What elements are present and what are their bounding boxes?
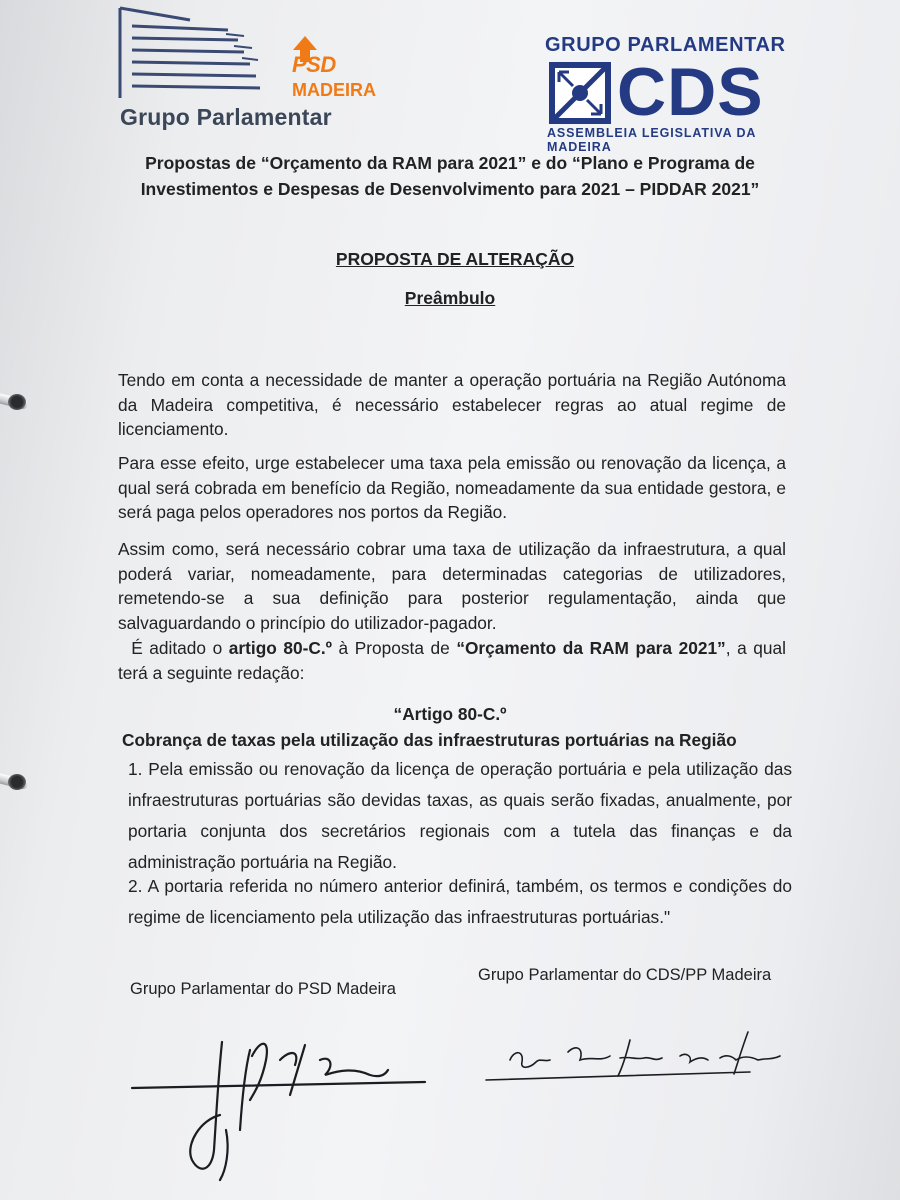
cds-logo <box>545 34 795 154</box>
signature-label-cds: Grupo Parlamentar do CDS/PP Madeira <box>478 966 772 984</box>
cds-emblem-icon <box>549 62 611 124</box>
binder-ring <box>0 390 36 412</box>
article-clause: 2. A portaria referida no número anterior definirá, também, os termos e condições do regime de licenciamento pela utilização das infraestruturas portuárias." <box>128 876 792 927</box>
budget-reference: “Orçamento da RAM para 2021” <box>456 638 726 658</box>
psd-group-label: Grupo Parlamentar <box>120 104 332 130</box>
article-clause: 1. Pela emissão ou renovação da licença de operação portuária e pela utilização das infraestruturas portuárias são devidas taxas, as quais serão fixadas, anualmente, por portaria conjunta dos secretários regionais com a tutela das finanças e da administração portuária na Região. <box>128 759 792 872</box>
preamble-title: Preâmbulo <box>404 288 496 308</box>
psd-region: MADEIRA <box>292 80 376 100</box>
amendment-suffix: , a qual terá a seguinte redação: <box>118 638 786 683</box>
article-title: “Artigo 80-C.º <box>393 704 507 724</box>
psd-mark: PSD <box>292 52 336 77</box>
cds-mark: CDS <box>617 54 764 130</box>
cds-subtitle: ASSEMBLEIA LEGISLATIVA DA MADEIRA <box>547 126 756 154</box>
heading-line: Investimentos e Despesas de Desenvolvimento para 2021 – PIDDAR 2021” <box>140 179 760 199</box>
psd-logo <box>118 6 388 134</box>
amendment-middle: à Proposta de <box>331 638 457 658</box>
cds-group-label: GRUPO PARLAMENTAR <box>545 34 786 56</box>
article-heading: Cobrança de taxas pela utilização das infraestruturas portuárias na Região <box>122 730 737 750</box>
binder-ring <box>0 770 36 792</box>
paragraph: Para esse efeito, urge estabelecer uma taxa pela emissão ou renovação da licença, a qual será cobrada em benefício da Região, nomeadamente da sua entidade gestora, e será paga pelos operadores nos portos da Região. <box>118 453 786 522</box>
psd-building-icon <box>118 6 268 102</box>
signature-label-psd: Grupo Parlamentar do PSD Madeira <box>130 980 396 998</box>
heading-line: Propostas de “Orçamento da RAM para 2021” e do “Plano e Programa de <box>145 153 755 173</box>
amendment-paragraph <box>118 636 786 685</box>
document-heading <box>100 150 800 202</box>
paragraph: Tendo em conta a necessidade de manter a operação portuária na Região Autónoma da Madeira competitiva, é necessário estabelecer regras ao atual regime de licenciamento. <box>118 370 786 439</box>
signature-psd <box>130 1020 440 1190</box>
paragraph: Assim como, será necessário cobrar uma taxa de utilização da infraestrutura, a qual poderá variar, nomeadamente, para determinadas categorias de utilizadores, remetendo-se a sua definição para posterior regulamentação, ainda que salvaguardando o princípio do utilizador-pagador. <box>118 539 786 633</box>
document-title: PROPOSTA DE ALTERAÇÃO <box>335 249 575 269</box>
amendment-prefix: É aditado o <box>131 638 229 658</box>
signature-cds <box>480 1022 790 1092</box>
article-reference: artigo 80-C.º <box>228 638 332 658</box>
